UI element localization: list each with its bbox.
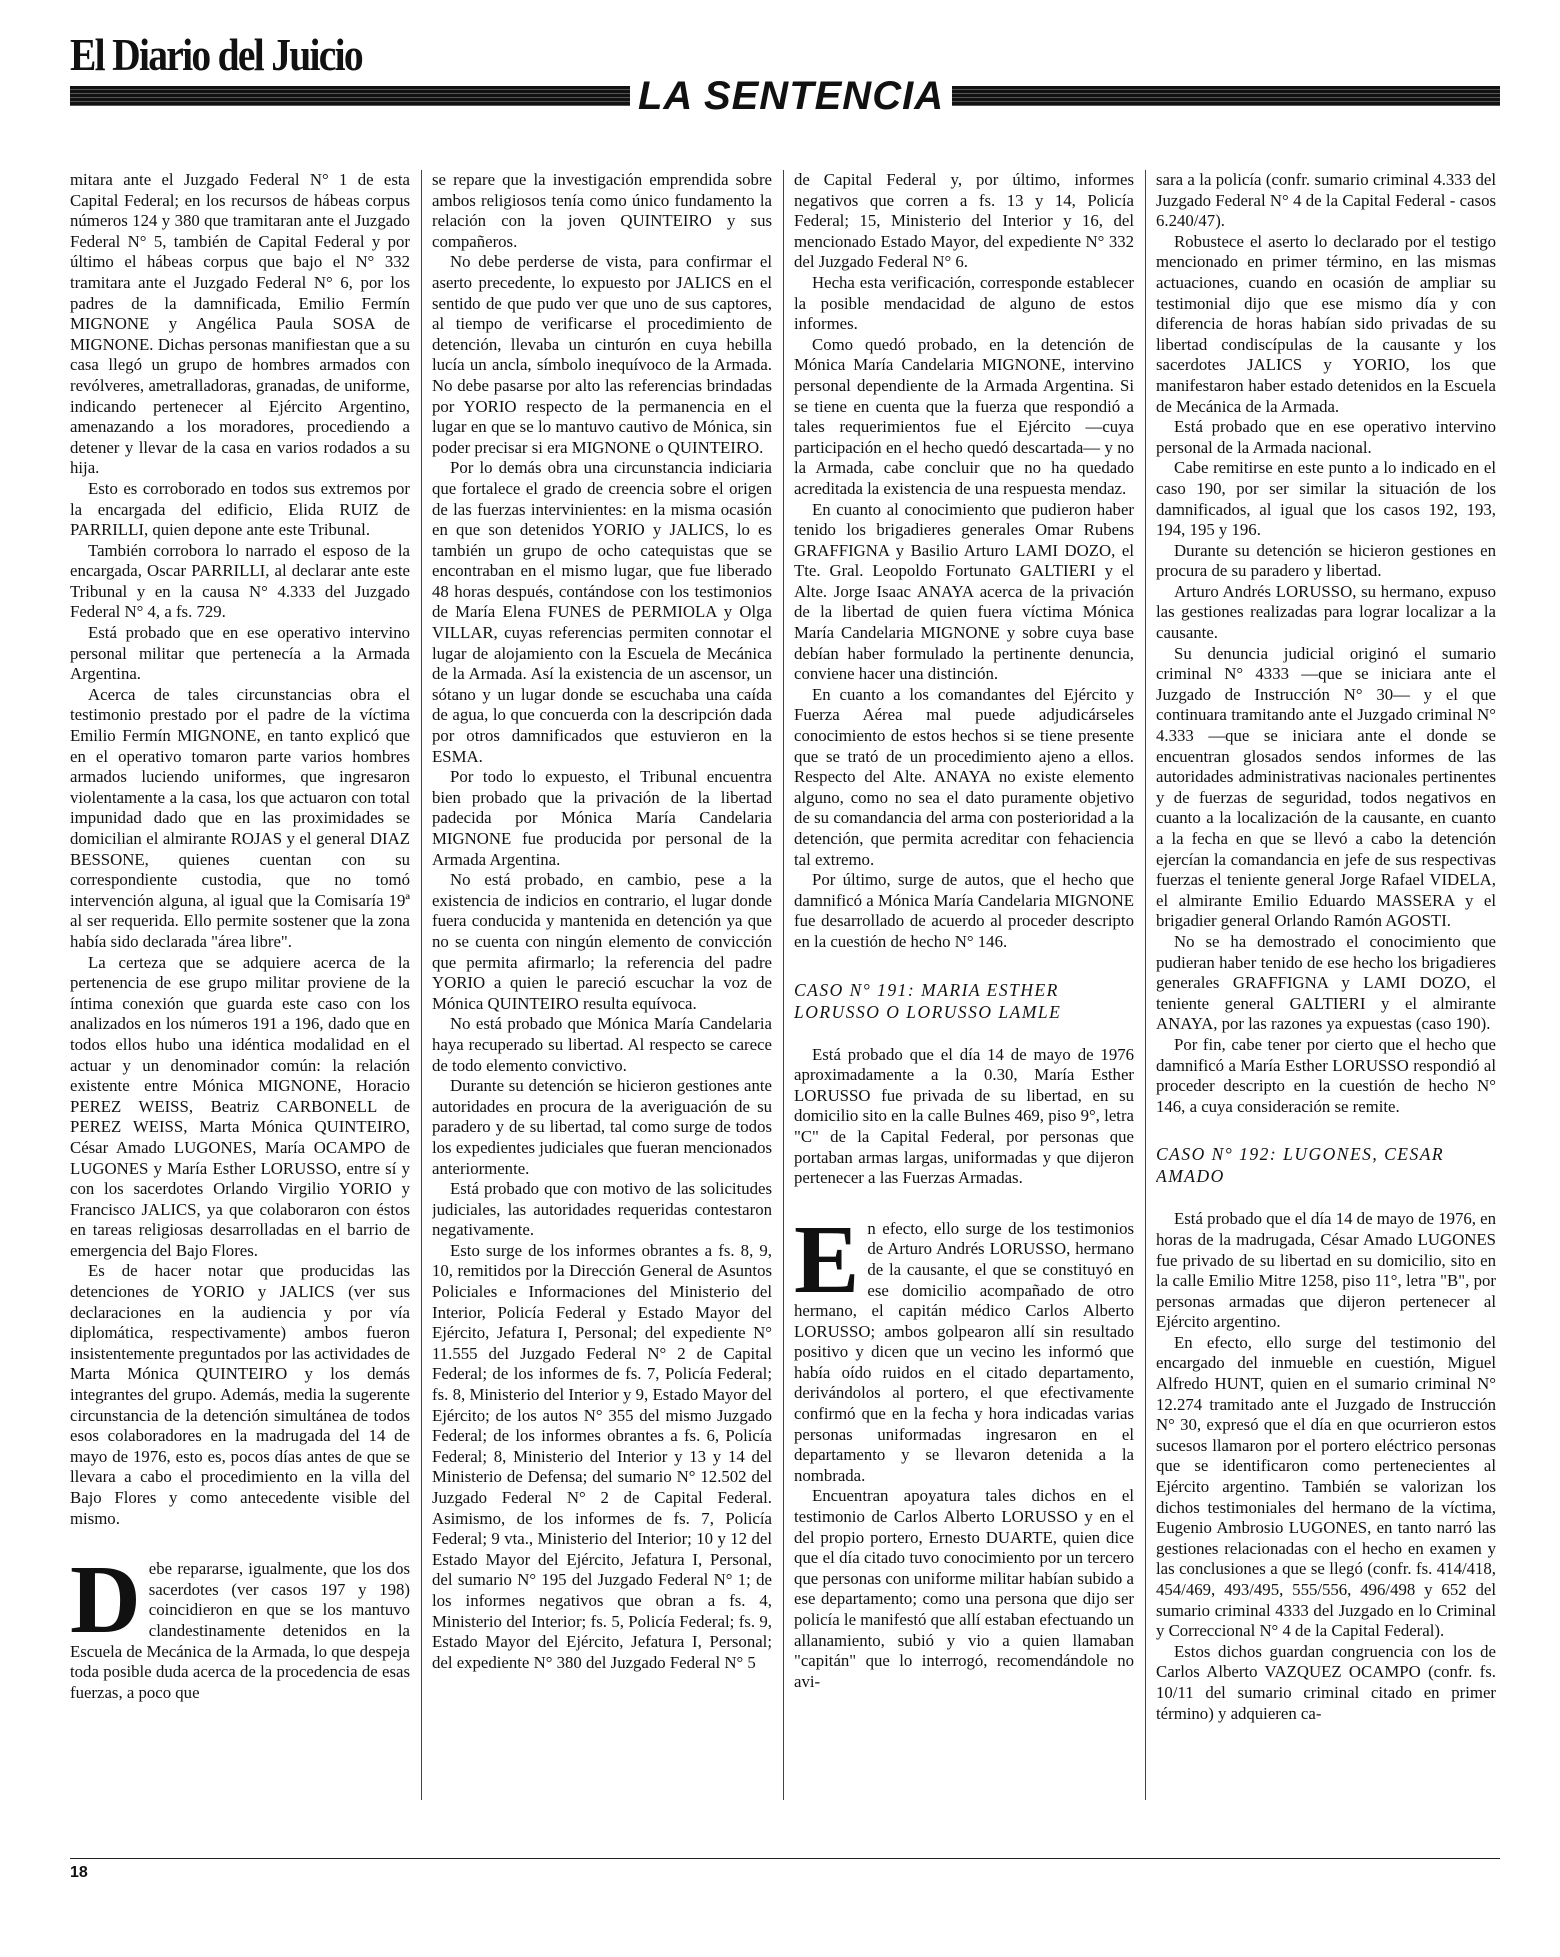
paragraph: mitara ante el Juzgado Federal N° 1 de esta Capital Federal; en los recursos de hábeas corpus números 124 y 380 que tramitaran ante el Juzgado Federal N° 5, también de Capital Federal y por último el hábeas corpus que bajo el N° 332 tramitara ante el Juzgado Federal N° 6, por los padres de la damnificada, Emilio Fermín MIGNONE y Angélica Paula SOSA de MIGNONE. Dichas personas manifiestan que a su casa llegó un grupo de hombres armados con revólveres, ametralladoras, granadas, de uniforme, indicando pertenecer al Ejército Argentino, amenazando a los moradores, procediendo a detener y llevar de la casa en varios rodados a su hija. [70,170,410,478]
paragraph: Está probado que el día 14 de mayo de 1976 aproximadamente a la 0.30, María Esther LORUSSO fue privada de su libertad, en su domicilio sito en la calle Bulnes 469, piso 9°, letra "C" de la Capital Federal, por personas que portaban armas largas, uniformadas y que dijeron pertenecer a las Fuerzas Armadas. [794,1044,1134,1188]
dropcap-paragraph [70,1546,410,1703]
column-2 [432,170,772,1810]
paragraph-text: ebe repararse, igualmente, que los dos sacerdotes (ver casos 197 y 198) coincidieron en que se los mantuvo clandestinamente detenidos en la Escuela de Mecánica de la Armada, lo que despeja toda posible duda acerca de la procedencia de esas fuerzas, a poco que [70,1559,410,1702]
case-heading: CASO N° 191: MARIA ESTHER LORUSSO O LORUSSO LAMLE [794,979,1062,1022]
paragraph: Es de hacer notar que producidas las detenciones de YORIO y JALICS (ver sus declaraciones en la audiencia y por vía diplomática, respectivamente) ambos fueron insistentemente preguntados por las actividades de Marta Mónica QUINTEIRO y los demás integrantes del grupo. Además, media la sugerente circunstancia de la detención simultánea de todos esos colaboradores en la madrugada del 14 de mayo de 1976, esto es, pocos días antes de que se llevara a cabo el procedimiento en la villa del Bajo Flores y como antecedente visible del mismo. [70,1261,410,1528]
column-divider [421,170,422,1800]
paragraph: Esto es corroborado en todos sus extremos por la encargada del edificio, Elida RUIZ de PARRILLI, quien depone ante este Tribunal. [70,478,410,540]
paragraph: Su denuncia judicial originó el sumario criminal N° 4333 —que se iniciara ante el Juzgado de Instrucción N° 30— y el que continuara tramitando ante el Juzgado criminal N° 4.333 —que se iniciara ante el donde se encuentran glosados sendos informes de las autoridades administrativas nacionales pertinentes y de fuerzas de seguridad, todos negativos en cuanto a la localización de la causante, en cuanto a la fecha en que se llevó a cabo la detención ejercían la comandancia en jefe de sus respectivas fuerzas el teniente general Jorge Rafael VIDELA, el almirante Emilio Eduardo MASSERA y el brigadier general Orlando Ramón AGOSTI. [1156,643,1496,931]
paragraph: se repare que la investigación emprendida sobre ambos religiosos tenía como único fundamento la relación con la joven QUINTEIRO y sus compañeros. [432,170,772,251]
paper-name: El Diario del Juicio [70,29,362,80]
paragraph: Durante su detención se hicieron gestiones en procura de su paradero y libertad. [1156,540,1496,581]
paragraph: sara a la policía (confr. sumario criminal 4.333 del Juzgado Federal N° 4 de la Capital Federal - casos 6.240/47). [1156,170,1496,231]
paragraph: Durante su detención se hicieron gestiones ante autoridades en procura de la averiguación de su paradero y de su libertad, tal como surge de todos los expedientes judiciales que fueran mencionados anteriormente. [432,1076,772,1178]
paragraph: Hecha esta verificación, corresponde establecer la posible mendacidad de alguno de estos informes. [794,272,1134,334]
paragraph: En efecto, ello surge del testimonio del encargado del inmueble en cuestión, Miguel Alfredo HUNT, quien en el sumario criminal N° 12.274 tramitado ante el Juzgado de Instrucción N° 30, expresó que el día en que ocurrieron estos sucesos llamaron por el portero eléctrico personas que se identificaron como pertenecientes al Ejército argentino. También se valorizan los dichos testimoniales del hermano de la víctima, Eugenio Ambrosio LUGONES, en tanto narró las gestiones relacionadas con el hecho en examen y las conclusiones a que se llegó (confr. fs. 414/418, 454/469, 493/495, 555/556, 496/498 y 652 del sumario criminal 4333 del Juzgado en lo Criminal y Correccional N° 4 de la Capital Federal). [1156,1332,1496,1641]
paragraph: Estos dichos guardan congruencia con los de Carlos Alberto VAZQUEZ OCAMPO (confr. fs. 10/11 del sumario criminal citado en primer término) y adquieren ca- [1156,1641,1496,1723]
column-3 [794,170,1134,1810]
paragraph: No se ha demostrado el conocimiento que pudieran haber tenido de ese hecho los brigadieres generales GRAFFIGNA y LAMI DOZO, el teniente general GALTIERI y el almirante ANAYA, por las razones ya expuestas (caso 190). [1156,931,1496,1034]
paragraph: Por fin, cabe tener por cierto que el hecho que damnificó a María Esther LORUSSO respondió al proceder descripto en la cuestión de hecho N° 146, a cuya consideración se remite. [1156,1034,1496,1116]
paragraph-text: n efecto, ello surge de los testimonios de Arturo Andrés LORUSSO, hermano de la causante, el que se constituyó en ese domicilio acompañado de otro hermano, el capitán médico Carlos Alberto LORUSSO; ambos golpearon allí sin resultado positivo y dicen que un vecino les informó que había oído ruidos en el citado departamento, derivándolos al portero, el que efectivamente confirmó que en la fecha y hora indicadas varias personas uniformadas ingresaron en el departamento y se llevaron detenida a la nombrada. [794,1218,1134,1485]
paragraph: Por todo lo expuesto, el Tribunal encuentra bien probado que la privación de la libertad padecida por Mónica María Candelaria MIGNONE fue producida por personal de la Armada Argentina. [432,767,772,869]
paragraph: Arturo Andrés LORUSSO, su hermano, expuso las gestiones realizadas para lograr localizar a la causante. [1156,581,1496,643]
paragraph: En cuanto a los comandantes del Ejército y Fuerza Aérea mal puede adjudicárseles conocimiento de estos hechos si se tiene presente que se trató de un procedimiento ajeno a ellos. Respecto del Alte. ANAYA no existe elemento alguno, como no sea el dato puramente objetivo de su comandancia del arma con posterioridad a la detención, que permita acreditar con fehaciencia tal extremo. [794,684,1134,869]
page-number: 18 [70,1864,88,1881]
paragraph: Cabe remitirse en este punto a lo indicado en el caso 190, por ser similar la situación de los damnificados, al igual que los casos 192, 193, 194, 195 y 196. [1156,458,1496,540]
column-divider [1145,170,1146,1800]
paragraph: Encuentran apoyatura tales dichos en el testimonio de Carlos Alberto LORUSSO y en el del propio portero, Ernesto DUARTE, quien dice que el día citado tuvo conocimiento por un tercero que personas con uniforme militar habían subido a ese departamento; como una persona que dijo ser policía le manifestó que allí estaban efectuando un allanamiento, subió y vio a quien llamaban "capitán" que lo interrogó, recomendándole no avi- [794,1486,1134,1691]
column-1 [70,170,410,1810]
paragraph: También corrobora lo narrado el esposo de la encargada, Oscar PARRILLI, al declarar ante este Tribunal y en la causa N° 4.333 del Juzgado Federal N° 4, a fs. 729. [70,540,410,622]
column-divider [783,170,784,1800]
paragraph: Acerca de tales circunstancias obra el testimonio prestado por el padre de la víctima Emilio Fermín MIGNONE, en tanto explicó que en el operativo tomaron parte varios hombres armados luciendo uniformes, que ingresaron violentamente a la casa, los que actuaron con total impunidad dado que en las proximidades se domicilian el almirante ROJAS y el general DIAZ BESSONE, quienes cuentan con su correspondiente custodia, que no tomó intervención alguna, al igual que la Comisaría 19ª al ser requerida. Ello permite sostener que la zona había sido declarada "área libre". [70,684,410,951]
case-heading: CASO N° 192: LUGONES, CESAR AMADO [1156,1144,1445,1187]
paragraph: Por último, surge de autos, que el hecho que damnificó a Mónica María Candelaria MIGNONE fue desarrollado de acuerdo al proceder descripto en la cuestión de hecho N° 146. [794,870,1134,951]
paragraph: de Capital Federal y, por último, informes negativos que corren a fs. 13 y 14, Policía Federal; 15, Ministerio del Interior y 16, del mencionado Estado Mayor, del expediente N° 332 del Juzgado Federal N° 6. [794,170,1134,272]
paragraph: La certeza que se adquiere acerca de la pertenencia de ese grupo militar proviene de la íntima conexión que guarda este caso con los analizados en los números 191 a 196, dado que en todos ellos hubo una idéntica modalidad en el actuar y un denominador común: la relación existente entre Mónica MIGNONE, Horacio PEREZ WEISS, Beatriz CARBONELL de PEREZ WEISS, Marta Mónica QUINTEIRO, César Amado LUGONES, María OCAMPO de LUGONES y María Esther LORUSSO, entre sí y con los sacerdotes Orlando Virgilio YORIO y Francisco JALICS, ya que colaboraron con éstos en tareas religiosas desarrolladas en el barrio de emergencia del Bajo Flores. [70,952,410,1260]
paragraph: Está probado que en ese operativo intervino personal de la Armada nacional. [1156,417,1496,457]
column-4 [1156,170,1496,1810]
paragraph: Está probado que con motivo de las solicitudes judiciales, las autoridades requeridas contestaron negativamente. [432,1179,772,1240]
paragraph: Por lo demás obra una circunstancia indiciaria que fortalece el grado de creencia sobre el origen de las fuerzas intervinientes: en la misma ocasión en que son detenidos YORIO y JALICS, lo es también un grupo de ocho catequistas que se encontraban en el mismo lugar, que fue liberado 48 horas después, contándose con los testimonios de María Elena FUNES de PERMIOLA y Olga VILLAR, cuyas referencias permiten connotar el lugar de alojamiento con la Escuela de Mecánica de la Armada. Así la existencia de un ascensor, un sótano y un lugar donde se escuchaba una caída de agua, lo que concuerda con la descripción dada por otros damnificados que estuvieron en la ESMA. [432,458,772,766]
paragraph: Está probado que en ese operativo intervino personal militar que pertenecía a la Armada Argentina. [70,623,410,684]
paragraph: No debe perderse de vista, para confirmar el aserto precedente, lo expuesto por JALICS en el sentido de que pudo ver que uno de sus captores, al tiempo de verificarse el procedimiento de detención, llevaba un cinturón en cuya hebilla lucía un ancla, símbolo inequívoco de la Armada. No debe pasarse por alto las referencias brindadas por YORIO respecto de la permanencia en el lugar en que se lo mantuvo cautivo de Mónica, sin poder precisar si era MIGNONE o QUINTEIRO. [432,252,772,457]
paragraph: Robustece el aserto lo declarado por el testigo mencionado en primer término, en las mismas actuaciones, cuando en ocasión de ampliar su testimonial dijo que ese mismo día y con diferencia de horas habían sido privadas de su libertad condiscípulas de la causante y los sacerdotes JALICS y YORIO, los que manifestaron haber estado detenidos en la Escuela de Mecánica de la Armada. [1156,231,1496,416]
section-tag: LA SENTENCIA [630,74,952,118]
footer-rule [70,1858,1500,1859]
article-columns [70,170,1500,1810]
paragraph: No está probado que Mónica María Candelaria haya recuperado su libertad. Al respecto se carece de todo elemento convictivo. [432,1014,772,1075]
paragraph: No está probado, en cambio, pese a la existencia de indicios en contrario, el lugar donde fuera conducida y mantenida en detención ya que no se cuenta con ningún elemento de convicción que permita afirmarlo; la referencia del padre YORIO a quien le pareció escuchar la voz de Mónica QUINTEIRO resulta equívoca. [432,870,772,1013]
drop-cap: E [794,1205,860,1314]
paragraph: En cuanto al conocimiento que pudieron haber tenido los brigadieres generales Omar Rubens GRAFFIGNA y Basilio Arturo LAMI DOZO, el Tte. Gral. Leopoldo Fortunato GALTIERI y el Alte. Jorge Isaac ANAYA acerca de la privación de la libertad de quien fuera víctima Mónica María Candelaria MIGNONE y sobre cuya base debían haber formulado la pertinente denuncia, conviene hacer una distinción. [794,499,1134,684]
masthead [70,28,1500,118]
paragraph: Como quedó probado, en la detención de Mónica María Candelaria MIGNONE, intervino personal dependiente de la Armada Argentina. Si se tiene en cuenta que la fuerza que respondió a tales requerimientos fue el Ejército —cuya participación en el hecho quedó descartada— y no la Armada, cabe concluir que no ha quedado acreditada la existencia de una respuesta mendaz. [794,334,1134,498]
paragraph: Está probado que el día 14 de mayo de 1976, en horas de la madrugada, César Amado LUGONES fue privado de su libertad en su domicilio, sito en la calle Emilio Mitre 1258, piso 11°, letra "B", por personas armadas que dijeron pertenecer al Ejército argentino. [1156,1209,1496,1332]
paragraph: Esto surge de los informes obrantes a fs. 8, 9, 10, remitidos por la Dirección General de Asuntos Policiales e Informaciones del Ministerio del Interior, Policía Federal y Estado Mayor del Ejército, Jefatura I, Personal; del expediente N° 11.555 del Juzgado Federal N° 2 de Capital Federal; de los informes de fs. 7, Policía Federal; fs. 8, Ministerio del Interior y 9, Estado Mayor del Ejército; de los autos N° 355 del mismo Juzgado Federal; de los informes obrantes a fs. 6, Policía Federal; 8, Ministerio del Interior y 13 y 14 del Ministerio de Defensa; del sumario N° 12.502 del Juzgado Federal N° 2 de Capital Federal. Asimismo, de los informes de fs. 7, Policía Federal; 9 vta., Ministerio del Interior; 10 y 12 del Estado Mayor del Ejército, Jefatura I, Personal, del sumario N° 195 del Juzgado Federal N° 1; de los informes negativos que obran a fs. 4, Ministerio del Interior; fs. 5, Policía Federal; fs. 9, Estado Mayor del Ejército, Jefatura I, Personal; del expediente N° 380 del Juzgado Federal N° 5 [432,1240,772,1672]
dropcap-paragraph [794,1205,1134,1487]
drop-cap: D [70,1546,141,1655]
